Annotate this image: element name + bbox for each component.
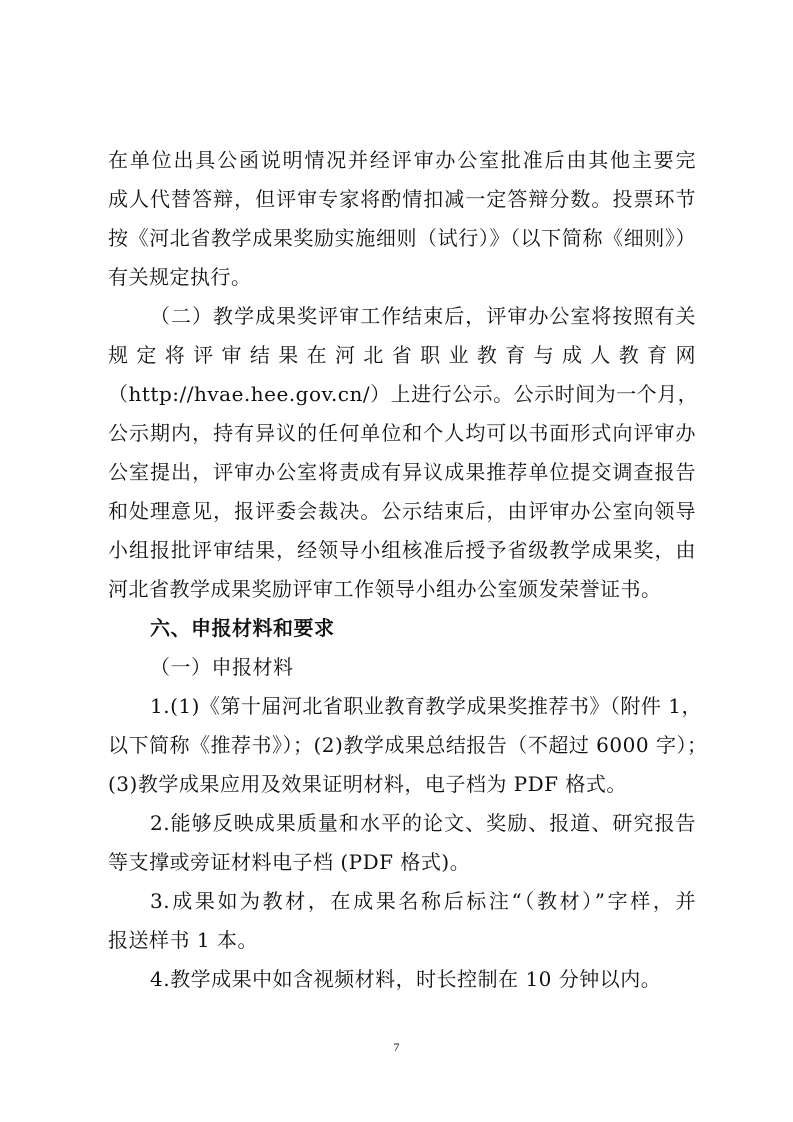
paragraph-line-3: 按《河北省教学成果奖励实施细则（试行）》（以下简称《细则》） xyxy=(108,226,696,250)
subsection-heading: （一）申报材料 xyxy=(150,655,294,679)
paragraph-line-1: 在单位出具公函说明情况并经评审办公室批准后由其他主要完 xyxy=(108,148,696,172)
paragraph-line-9: 公室提出，评审办公室将责成有异议成果推荐单位提交调查报告 xyxy=(108,460,696,484)
paragraph-line-7: （http://hvae.hee.gov.cn/）上进行公示。公示时间为一个月， xyxy=(108,382,699,406)
paragraph-line-4: 有关规定执行。 xyxy=(108,265,252,289)
paragraph-line-12: 河北省教学成果奖励评审工作领导小组办公室颁发荣誉证书。 xyxy=(108,577,662,601)
paragraph-line-22: 4.教学成果中如含视频材料，时长控制在 10 分钟以内。 xyxy=(150,967,662,991)
paragraph-line-15: 1.(1)《第十届河北省职业教育教学成果奖推荐书》（附件 1， xyxy=(150,694,702,718)
paragraph-line-16: 以下简称《推荐书》）；(2)教学成果总结报告（不超过 6000 字）； xyxy=(108,733,708,757)
page-number: 7 xyxy=(393,1040,400,1054)
paragraph-line-2: 成人代替答辩，但评审专家将酌情扣减一定答辩分数。投票环节 xyxy=(108,187,696,211)
paragraph-line-21: 报送样书 1 本。 xyxy=(108,928,258,952)
paragraph-line-19: 等支撑或旁证材料电子档 (PDF 格式)。 xyxy=(108,850,471,874)
paragraph-line-8: 公示期内，持有异议的任何单位和个人均可以书面形式向评审办 xyxy=(108,421,696,445)
paragraph-line-17: (3)教学成果应用及效果证明材料，电子档为 PDF 格式。 xyxy=(108,772,627,796)
paragraph-line-18: 2.能够反映成果质量和水平的论文、奖励、报道、研究报告 xyxy=(150,811,696,835)
paragraph-line-5: （二）教学成果奖评审工作结束后，评审办公室将按照有关 xyxy=(150,304,696,328)
paragraph-line-6: 规定将评审结果在河北省职业教育与成人教育网 xyxy=(108,343,696,367)
paragraph-line-11: 小组报批评审结果，经领导小组核准后授予省级教学成果奖，由 xyxy=(108,538,696,562)
section-heading: 六、申报材料和要求 xyxy=(150,616,335,640)
paragraph-line-20: 3.成果如为教材，在成果名称后标注“（教材）”字样，并 xyxy=(150,889,696,913)
paragraph-line-10: 和处理意见，报评委会裁决。公示结束后，由评审办公室向领导 xyxy=(108,499,696,523)
